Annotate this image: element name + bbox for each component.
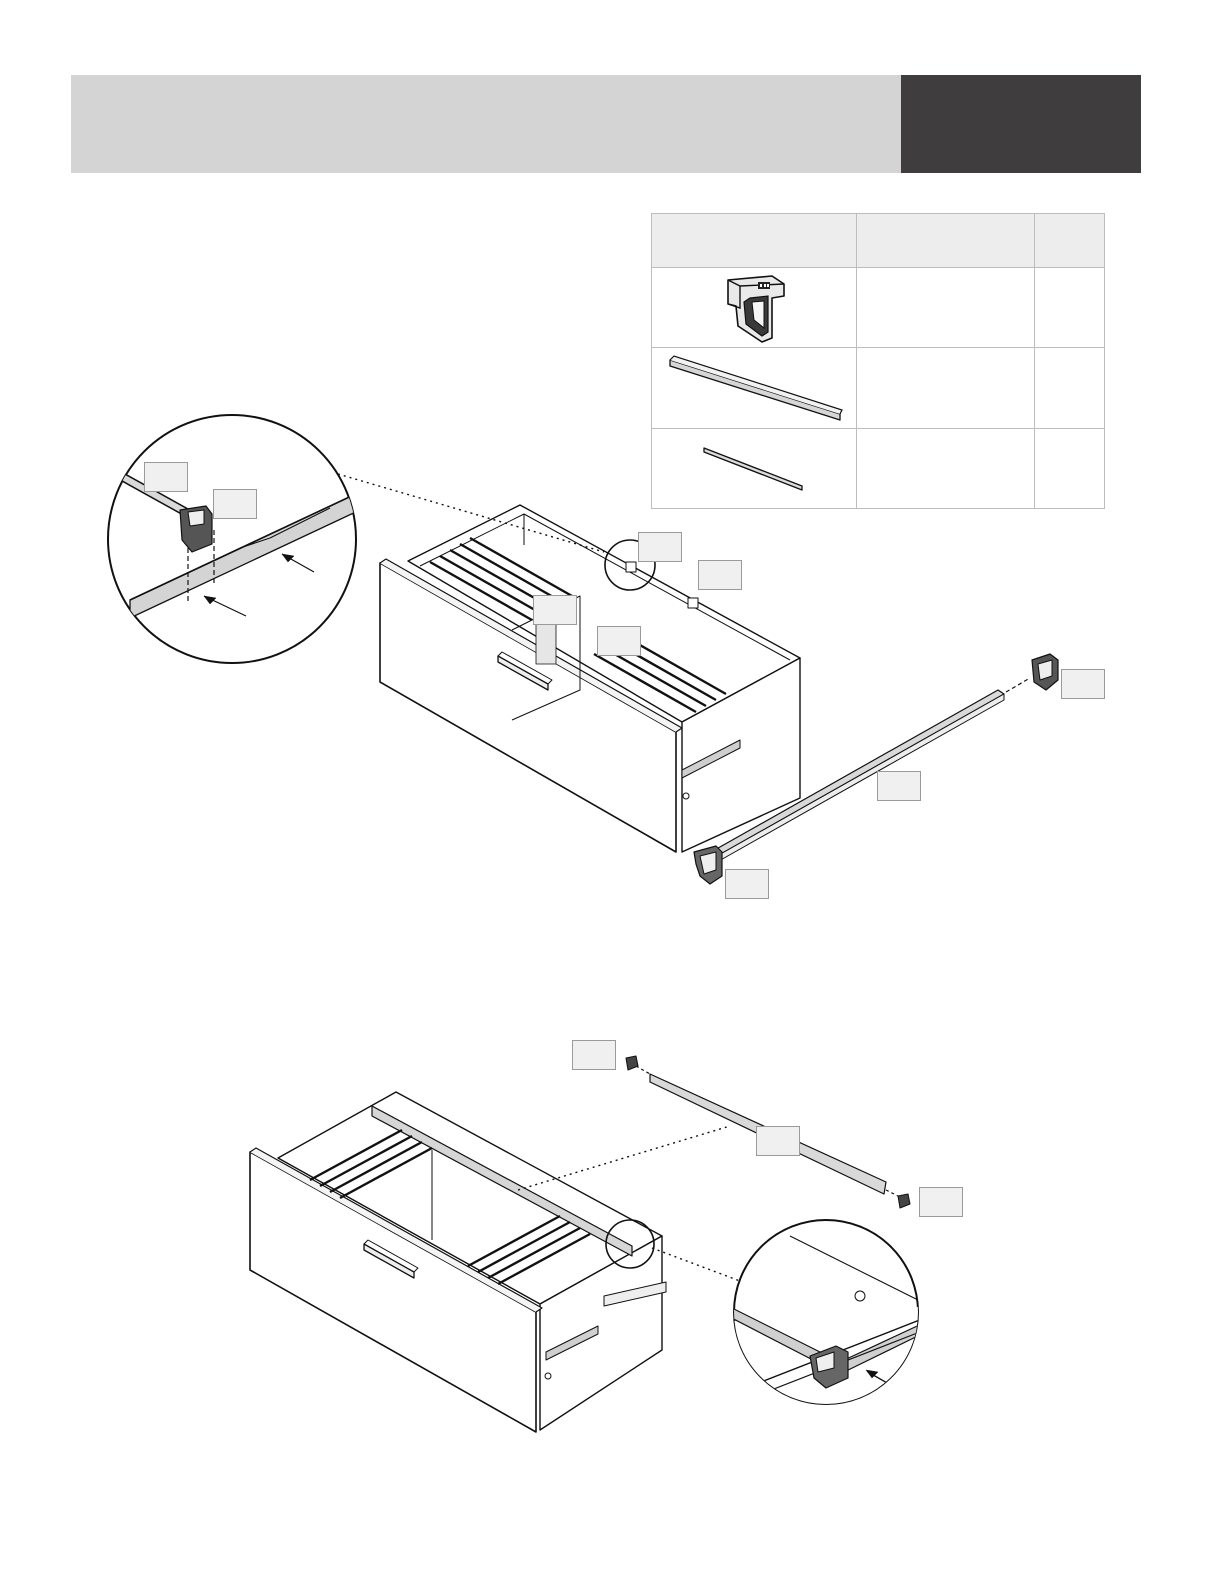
callout-bottom-rail bbox=[756, 1126, 800, 1156]
top-detail-circle bbox=[108, 415, 360, 663]
callout-top-bracket-side bbox=[698, 560, 742, 590]
callout-bottom-bracket-left bbox=[572, 1040, 616, 1070]
bracket-left bbox=[694, 846, 722, 884]
bottom-detail-circle bbox=[720, 1220, 930, 1420]
callout-top-bracket-right bbox=[1061, 669, 1105, 699]
bracket-right bbox=[1032, 654, 1058, 690]
callout-top-rail-a bbox=[533, 595, 577, 625]
callout-bottom-bracket-right bbox=[919, 1187, 963, 1217]
callout-top-rail-b bbox=[597, 626, 641, 656]
callout-top-bracket-left bbox=[725, 869, 769, 899]
top-drawer-illustration bbox=[380, 505, 800, 852]
callout-top-detail-b bbox=[213, 489, 257, 519]
bottom-drawer-illustration bbox=[250, 1092, 666, 1432]
callout-top-detail-a bbox=[144, 462, 188, 492]
callout-top-long-rail bbox=[877, 771, 921, 801]
callout-top-bracket-back bbox=[638, 532, 682, 562]
